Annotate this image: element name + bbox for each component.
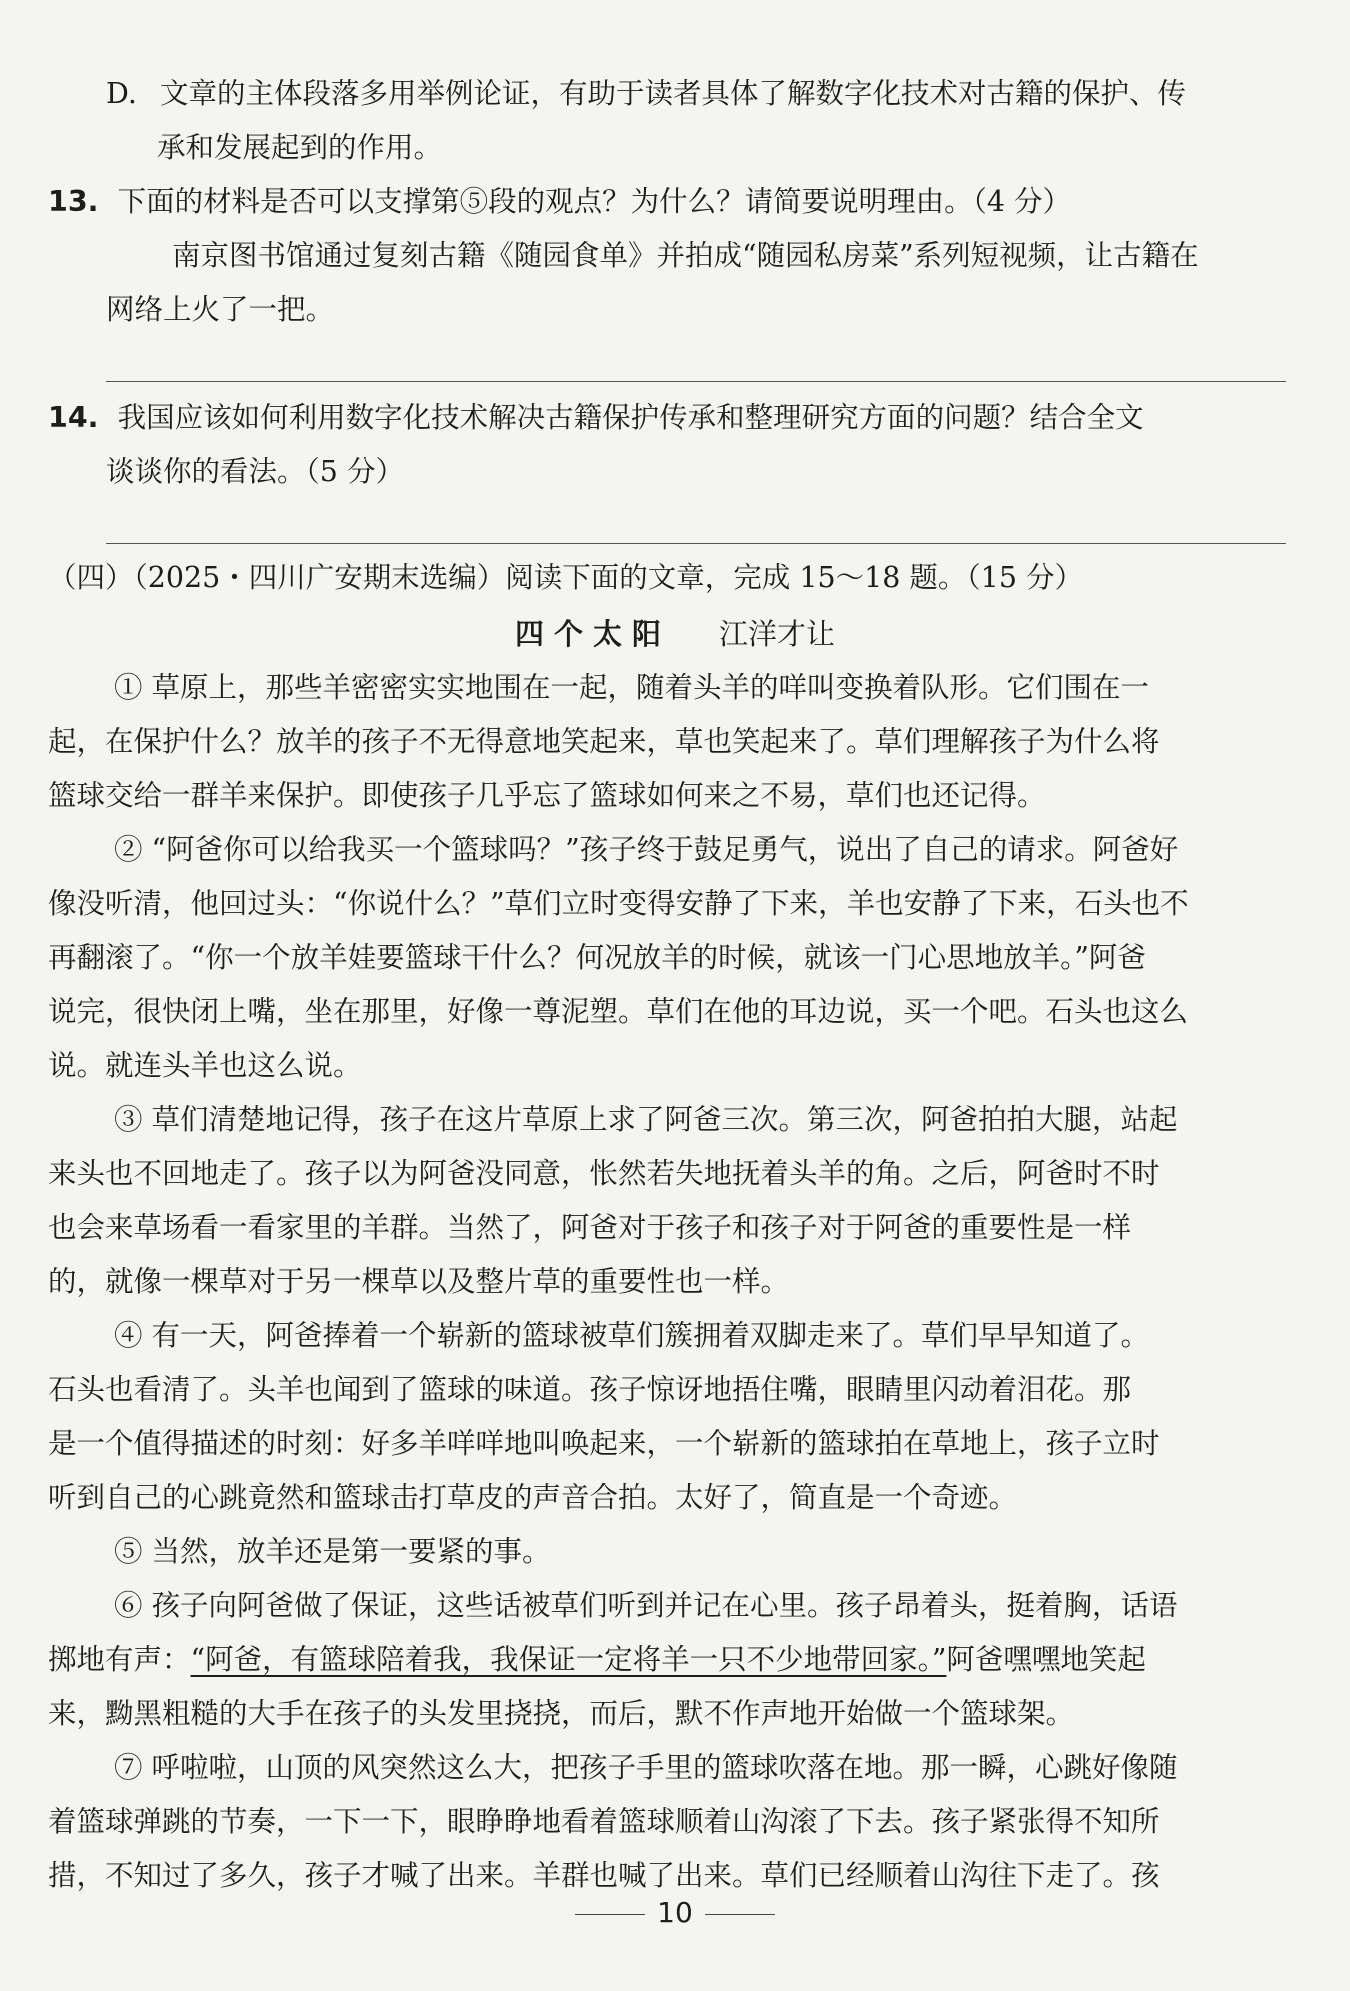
article-author: 江洋才让	[719, 617, 836, 651]
article-line-underlined	[48, 1638, 1146, 1682]
question-14-text: 我国应该如何利用数字化技术解决古籍保护传承和整理研究方面的问题？结合全文	[117, 401, 1144, 434]
section-intro: （四）（2025・四川广安期末选编）阅读下面的文章，完成 15～18 题。（15 分）	[48, 561, 1084, 594]
option-d-text-cont: 承和发展起到的作用。	[157, 131, 443, 164]
question-13-text: 下面的材料是否可以支撑第⑤段的观点？为什么？请简要说明理由。（4 分）	[117, 185, 1072, 218]
article-line: ② “阿爸你可以给我买一个篮球吗？”孩子终于鼓足勇气，说出了自己的请求。阿爸好	[114, 833, 1179, 866]
page-footer	[0, 1893, 1350, 1933]
article-line: ① 草原上，那些羊密密实实地围在一起，随着头羊的咩叫变换着队形。它们围在一	[114, 671, 1150, 704]
article-line: 篮球交给一群羊来保护。即使孩子几乎忘了篮球如何来之不易，草们也还记得。	[48, 779, 1046, 812]
article-line: 听到自己的心跳竟然和篮球击打草皮的声音合拍。太好了，简直是一个奇迹。	[48, 1481, 1018, 1514]
article-line: 的，就像一棵草对于另一棵草以及整片草的重要性也一样。	[48, 1265, 790, 1298]
article-line: ③ 草们清楚地记得，孩子在这片草原上求了阿爸三次。第三次，阿爸拍拍大腿，站起	[114, 1103, 1178, 1136]
question-14-text-cont: 谈谈你的看法。（5 分）	[106, 455, 404, 488]
article-title: 四个太阳	[514, 617, 671, 651]
question-14-number: 14.	[48, 401, 99, 434]
article-line: 来，黝黑粗糙的大手在孩子的头发里挠挠，而后，默不作声地开始做一个篮球架。	[48, 1697, 1075, 1730]
option-d-text: 文章的主体段落多用举例论证，有助于读者具体了解数字化技术对古籍的保护、传	[159, 77, 1186, 110]
article-line: 着篮球弹跳的节奏，一下一下，眼睁睁地看着篮球顺着山沟滚了下去。孩子紧张得不知所	[48, 1805, 1160, 1838]
underlined-sentence: “阿爸，有篮球陪着我，我保证一定将羊一只不少地带回家。”	[190, 1643, 947, 1676]
article-line: 像没听清，他回过头：“你说什么？”草们立时变得安静了下来，羊也安静了下来，石头也不	[48, 887, 1189, 920]
article-line: ④ 有一天，阿爸捧着一个崭新的篮球被草们簇拥着双脚走来了。草们早早知道了。	[114, 1319, 1150, 1352]
page-number: 10	[657, 1896, 693, 1929]
article-line: 措，不知过了多久，孩子才喊了出来。羊群也喊了出来。草们已经顺着山沟往下走了。孩	[48, 1859, 1160, 1892]
article-line: 起，在保护什么？放羊的孩子不无得意地笑起来，草也笑起来了。草们理解孩子为什么将	[48, 725, 1160, 758]
question-13-material: 南京图书馆通过复刻古籍《随园食单》并拍成“随园私房菜”系列短视频，让古籍在	[172, 239, 1199, 272]
article-line: ⑤ 当然，放羊还是第一要紧的事。	[114, 1535, 551, 1568]
article-line: 说完，很快闭上嘴，坐在那里，好像一尊泥塑。草们在他的耳边说，买一个吧。石头也这么	[48, 995, 1189, 1028]
article-line: 再翻滚了。“你一个放羊娃要篮球干什么？何况放羊的时候，就该一门心思地放羊。”阿爸	[48, 941, 1146, 974]
footer-rule-left	[575, 1914, 645, 1915]
article-line: 石头也看清了。头羊也闻到了篮球的味道。孩子惊讶地捂住嘴，眼睛里闪动着泪花。那	[48, 1373, 1132, 1406]
answer-line-13[interactable]	[106, 381, 1286, 382]
quote-tail: 阿爸嘿嘿地笑起	[946, 1643, 1146, 1676]
question-13-material-cont: 网络上火了一把。	[106, 293, 335, 326]
article-line: 说。就连头羊也这么说。	[48, 1049, 362, 1082]
quote-lead: 掷地有声：	[48, 1643, 191, 1676]
question-13-number: 13.	[48, 185, 99, 218]
article-line: 也会来草场看一看家里的羊群。当然了，阿爸对于孩子和孩子对于阿爸的重要性是一样	[48, 1211, 1132, 1244]
question-13	[48, 180, 1071, 224]
article-line: 来头也不回地走了。孩子以为阿爸没同意，怅然若失地抚着头羊的角。之后，阿爸时不时	[48, 1157, 1160, 1190]
article-heading	[0, 612, 1350, 656]
question-14	[48, 396, 1144, 440]
article-line: ⑦ 呼啦啦，山顶的风突然这么大，把孩子手里的篮球吹落在地。那一瞬，心跳好像随	[114, 1751, 1178, 1784]
footer-rule-right	[705, 1914, 775, 1915]
article-line: 是一个值得描述的时刻：好多羊咩咩地叫唤起来，一个崭新的篮球拍在草地上，孩子立时	[48, 1427, 1160, 1460]
option-d-label: D.	[106, 77, 137, 110]
answer-line-14[interactable]	[106, 543, 1286, 544]
article-line: ⑥ 孩子向阿爸做了保证，这些话被草们听到并记在心里。孩子昂着头，挺着胸，话语	[114, 1589, 1178, 1622]
option-d	[106, 72, 1186, 116]
